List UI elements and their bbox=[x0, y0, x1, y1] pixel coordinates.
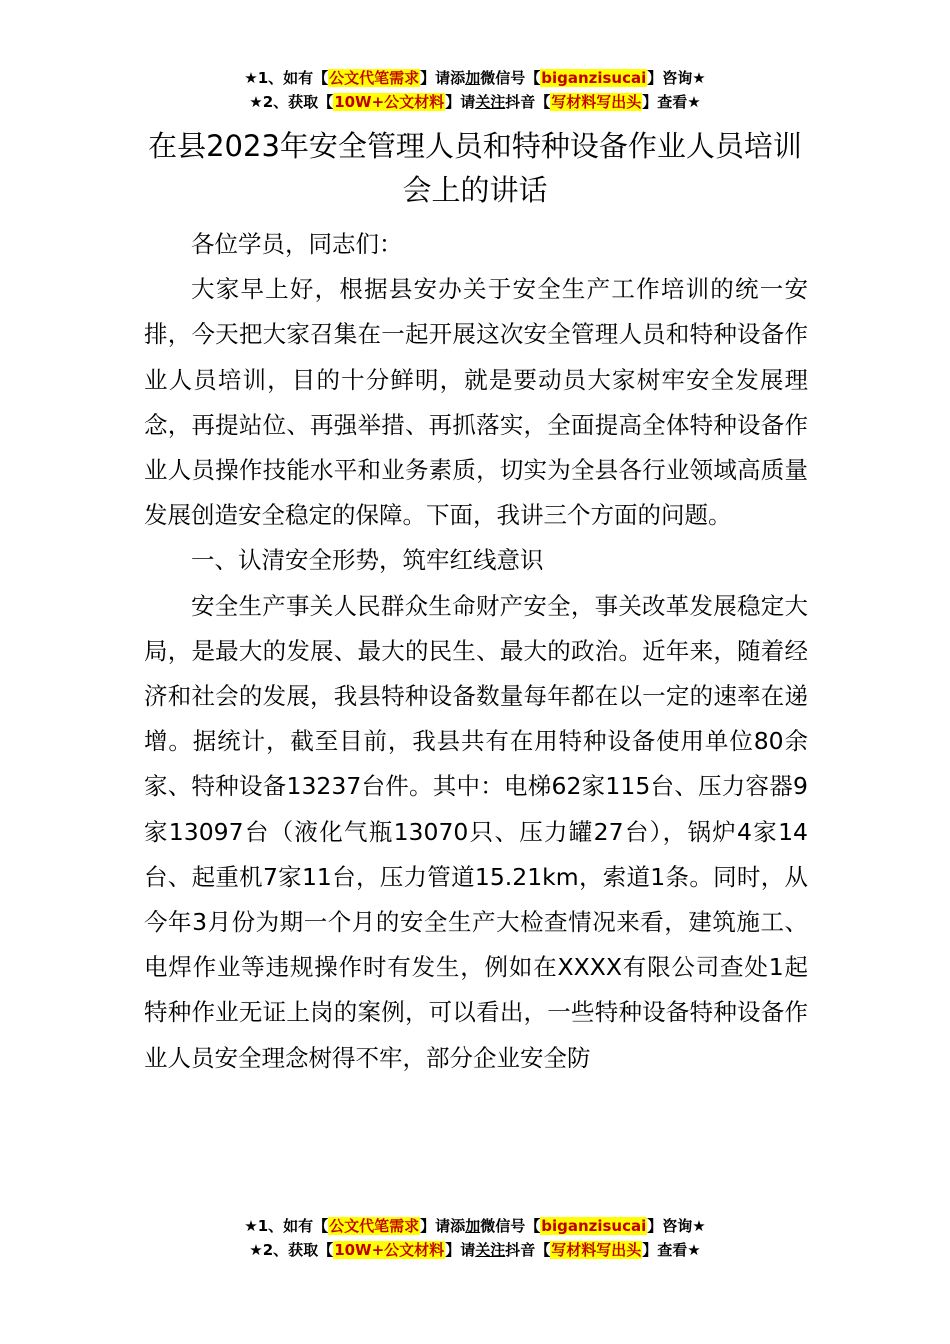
banner-text: 】请 bbox=[445, 93, 476, 111]
banner-highlight: 10W+公文材料 bbox=[334, 93, 445, 111]
banner-text: ★2、获取【 bbox=[249, 1241, 334, 1259]
banner-text: ★1、如有【 bbox=[244, 69, 329, 87]
banner-highlight: 10W+公文材料 bbox=[334, 1241, 445, 1259]
banner-line-2 bbox=[0, 90, 950, 114]
banner-underlined: 加 bbox=[465, 69, 481, 87]
banner-text: 】请添 bbox=[420, 1217, 466, 1235]
banner-highlight: 写材料写出头 bbox=[551, 1241, 642, 1259]
banner-line-2 bbox=[0, 1238, 950, 1262]
header-banner bbox=[0, 66, 950, 114]
banner-text: 微信号【 bbox=[480, 69, 541, 87]
footer-banner bbox=[0, 1214, 950, 1262]
banner-text: 微信号【 bbox=[480, 1217, 541, 1235]
banner-text: 】咨询★ bbox=[647, 1217, 706, 1235]
banner-text: ★1、如有【 bbox=[244, 1217, 329, 1235]
banner-highlight: biganzisucai bbox=[541, 1217, 647, 1235]
banner-underlined: 关注 bbox=[475, 1241, 506, 1259]
document-body bbox=[144, 222, 808, 1081]
document-title: 在县2023年安全管理人员和特种设备作业人员培训会上的讲话 bbox=[148, 129, 802, 207]
section-heading-1: 一、认清安全形势，筑牢红线意识 bbox=[191, 546, 544, 575]
banner-text: 】查看★ bbox=[642, 93, 701, 111]
banner-highlight: biganzisucai bbox=[541, 69, 647, 87]
banner-line-1 bbox=[0, 66, 950, 90]
paragraph-section-1: 安全生产事关人民群众生命财产安全，事关改革发展稳定大局，是最大的发展、最大的民生、最大的政治。近年来，随着经济和社会的发展，我县特种设备数量每年都在以一定的速率在递增。据统计，截至目前，我县共有在用特种设备使用单位80余家、特种设备13237台件。其中：电梯62家115台、压力容器9家13097台（液化气瓶13070只、压力罐27台），锅炉4家14台、起重机7家11台，压力管道15.21km，索道1条。同时，从今年3月份为期一个月的安全生产大检查情况来看，建筑施工、电焊作业等违规操作时有发生，例如在XXXX有限公司查处1起特种作业无证上岗的案例，可以看出，一些特种设备特种设备作业人员安全理念树得不牢，部分企业安全防 bbox=[144, 591, 808, 1072]
paragraph-intro: 大家早上好，根据县安办关于安全生产工作培训的统一安排，今天把大家召集在一起开展这次安全管理人员和特种设备作业人员培训，目的十分鲜明，就是要动员大家树牢安全发展理念，再提站位、再强举措、再抓落实，全面提高全体特种设备作业人员操作技能水平和业务素质，切实为全县各行业领域高质量发展创造安全稳定的保障。下面，我讲三个方面的问题。 bbox=[144, 275, 808, 530]
salutation: 各位学员，同志们： bbox=[191, 230, 403, 258]
banner-underlined: 关注 bbox=[475, 93, 506, 111]
banner-highlight: 公文代笔需求 bbox=[329, 69, 420, 87]
banner-line-1 bbox=[0, 1214, 950, 1238]
banner-text: 】查看★ bbox=[642, 1241, 701, 1259]
banner-text: 抖音【 bbox=[505, 1241, 551, 1259]
banner-text: 】请添 bbox=[420, 69, 466, 87]
banner-underlined: 加 bbox=[465, 1217, 481, 1235]
banner-text: 】咨询★ bbox=[647, 69, 706, 87]
banner-text: 】请 bbox=[445, 1241, 476, 1259]
banner-text: 抖音【 bbox=[505, 93, 551, 111]
banner-highlight: 公文代笔需求 bbox=[329, 1217, 420, 1235]
banner-text: ★2、获取【 bbox=[249, 93, 334, 111]
banner-highlight: 写材料写出头 bbox=[551, 93, 642, 111]
